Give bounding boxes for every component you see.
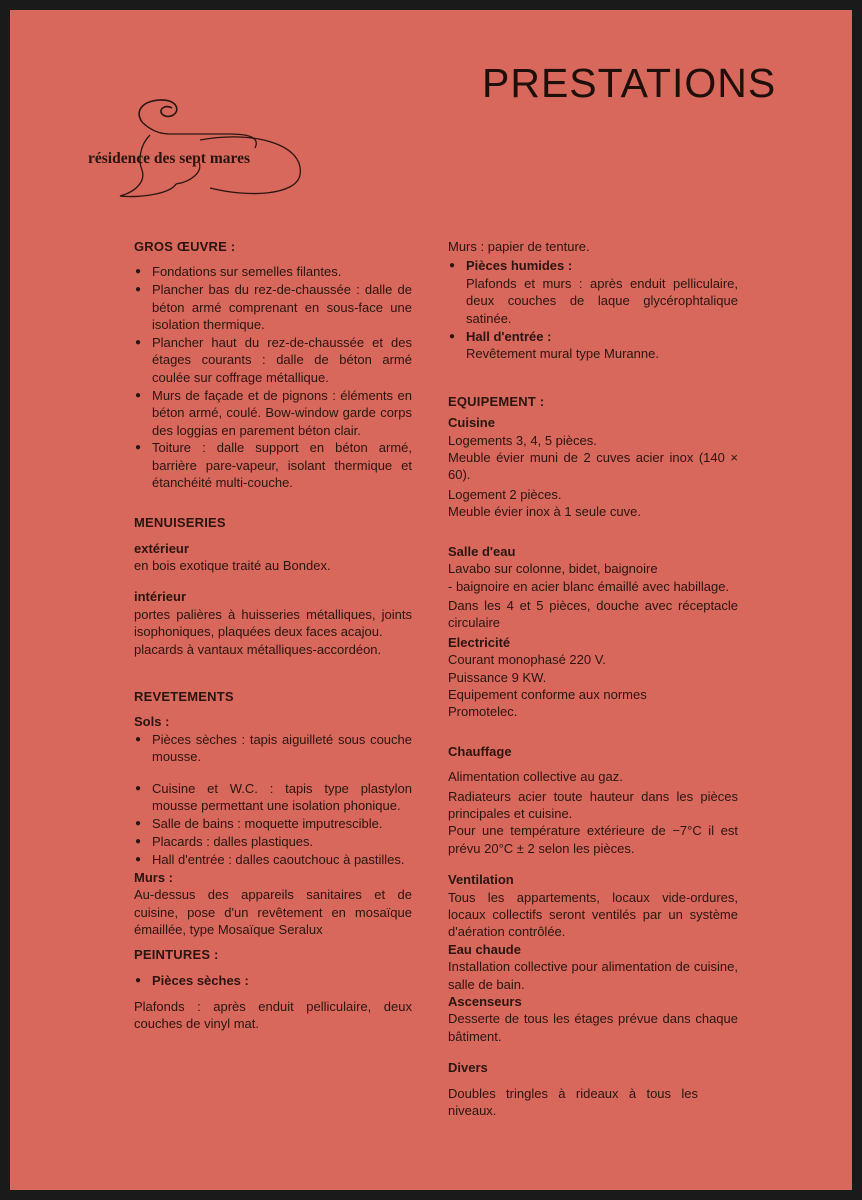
list-item: ● Cuisine et W.C. : tapis type plastylon mousse permettant une isolation phonique. [134, 780, 412, 815]
cuisine-line-2: Meuble évier muni de 2 cuves acier inox (140 × 60). [448, 450, 738, 483]
pieces-humides-label: Pièces humides : [466, 258, 573, 274]
subheading-eau-chaude: Eau chaude [448, 941, 521, 957]
subheading-cuisine: Cuisine [448, 415, 495, 431]
gros-oeuvre-list [134, 263, 412, 491]
list-item: ● Pièces sèches : [134, 972, 412, 989]
peintures-list [134, 972, 412, 989]
section-heading-gros-oeuvre: GROS ŒUVRE : [134, 239, 236, 254]
divers-text: Doubles tringles à rideaux à tous les niveaux. [448, 1085, 698, 1119]
left-column [134, 238, 412, 1032]
subheading-exterieur: extérieur [134, 540, 189, 556]
section-heading-revetements: REVETEMENTS [134, 689, 234, 705]
salle-eau-line-3: Dans les 4 et 5 pièces, douche avec réceptacle circulaire [448, 597, 738, 631]
plafonds-text: Plafonds : après enduit pelliculaire, deux couches de vinyl mat. [134, 998, 412, 1032]
subheading-electricite: Electricité [448, 634, 511, 650]
exterieur-text: en bois exotique traité au Bondex. [134, 558, 331, 573]
salle-eau-line-2: - baignoire en acier blanc émaillé avec habillage. [448, 578, 730, 594]
eau-chaude-text: Installation collective pour alimentation de cuisine, salle de bain. [448, 959, 738, 992]
list-item: ● Murs de façade et de pignons : éléments en béton armé, coulé. Bow-window garde corps des loggias en parement béton clair. [134, 387, 412, 439]
peintures-cont-list [448, 257, 738, 362]
ventilation-text: Tous les appartements, locaux vide-ordures, locaux collectifs seront ventilés par un système d'aération contrôlée. [448, 889, 738, 940]
interieur-text-2: placards à vantaux métalliques-accordéon. [134, 641, 382, 657]
cuisine-line-4: Meuble évier inox à 1 seule cuve. [448, 504, 641, 520]
section-heading-equipement: EQUIPEMENT : [448, 393, 545, 409]
list-item: ● Plancher bas du rez-de-chaussée : dalle de béton armé comprenant en sous-face une isolation thermique. [134, 281, 412, 333]
list-item: ● Placards : dalles plastiques. [134, 833, 412, 850]
subheading-ascenseurs: Ascenseurs [448, 994, 522, 1010]
murs-tenture-text: Murs : papier de tenture. [448, 239, 590, 254]
subheading-interieur: intérieur [134, 589, 187, 605]
list-item: ● Toiture : dalle support en béton armé, barrière pare-vapeur, isolant thermique et étanchéité multi-couche. [134, 439, 412, 491]
chauffage-line-2: Radiateurs acier toute hauteur dans les pièces principales et cuisine. [448, 788, 738, 821]
list-item: ● Hall d'entrée : dalles caoutchouc à pastilles. [134, 851, 412, 868]
electricite-line-2: Puissance 9 KW. [448, 669, 547, 685]
right-column [448, 238, 738, 1119]
list-item: ● Plancher haut du rez-de-chaussée et des étages courants : dalle de béton armé coulée sur coffrage métallique. [134, 334, 412, 386]
cuisine-line-1: Logements 3, 4, 5 pièces. [448, 432, 597, 448]
residence-logo [80, 90, 320, 205]
murs-text: Au-dessus des appareils sanitaires et de cuisine, pose d'un revêtement en mosaïque émaillée, type Mosaïque Seralux [134, 887, 412, 937]
pieces-humides-text: Plafonds et murs : après enduit pelliculaire, deux couches de laque glycérophtalique satinée. [466, 275, 738, 326]
section-heading-menuiseries: MENUISERIES [134, 515, 226, 531]
logo-text: résidence des sept mares [88, 150, 251, 167]
hall-text: Revêtement mural type Muranne. [466, 345, 659, 361]
page-title: PRESTATIONS [482, 60, 777, 106]
chauffage-line-1: Alimentation collective au gaz. [448, 769, 623, 785]
section-heading-peintures: PEINTURES : [134, 947, 219, 963]
electricite-line-1: Courant monophasé 220 V. [448, 652, 606, 668]
list-item: ● Salle de bains : moquette imputrescible. [134, 815, 412, 832]
subheading-ventilation: Ventilation [448, 872, 514, 888]
subheading-murs: Murs : [134, 869, 173, 885]
cuisine-line-3: Logement 2 pièces. [448, 486, 562, 502]
list-item [448, 257, 738, 327]
chauffage-line-3: Pour une température extérieure de −7°C il est prévu 20°C ± 2 selon les pièces. [448, 823, 738, 856]
subheading-salle-eau: Salle d'eau [448, 543, 516, 559]
list-item [448, 328, 738, 363]
list-item: ● Pièces sèches : tapis aiguilleté sous couche mousse. [134, 731, 412, 766]
document-sheet [10, 10, 852, 1190]
list-item: ● Fondations sur semelles filantes. [134, 263, 412, 280]
interieur-text: portes palières à huisseries métalliques, joints isophoniques, plaquées deux faces acajou. [134, 606, 412, 640]
electricite-line-3: Equipement conforme aux normes Promotelec. [448, 686, 647, 720]
subheading-chauffage: Chauffage [448, 743, 512, 759]
ascenseurs-text: Desserte de tous les étages prévue dans chaque bâtiment. [448, 1011, 738, 1044]
subheading-sols: Sols : [134, 714, 170, 730]
hall-label: Hall d'entrée : [466, 328, 552, 344]
sols-list [134, 731, 412, 868]
salle-eau-line-1: Lavabo sur colonne, bidet, baignoire [448, 561, 658, 577]
subheading-divers: Divers [448, 1060, 488, 1076]
swirl-logo-icon [80, 90, 320, 205]
